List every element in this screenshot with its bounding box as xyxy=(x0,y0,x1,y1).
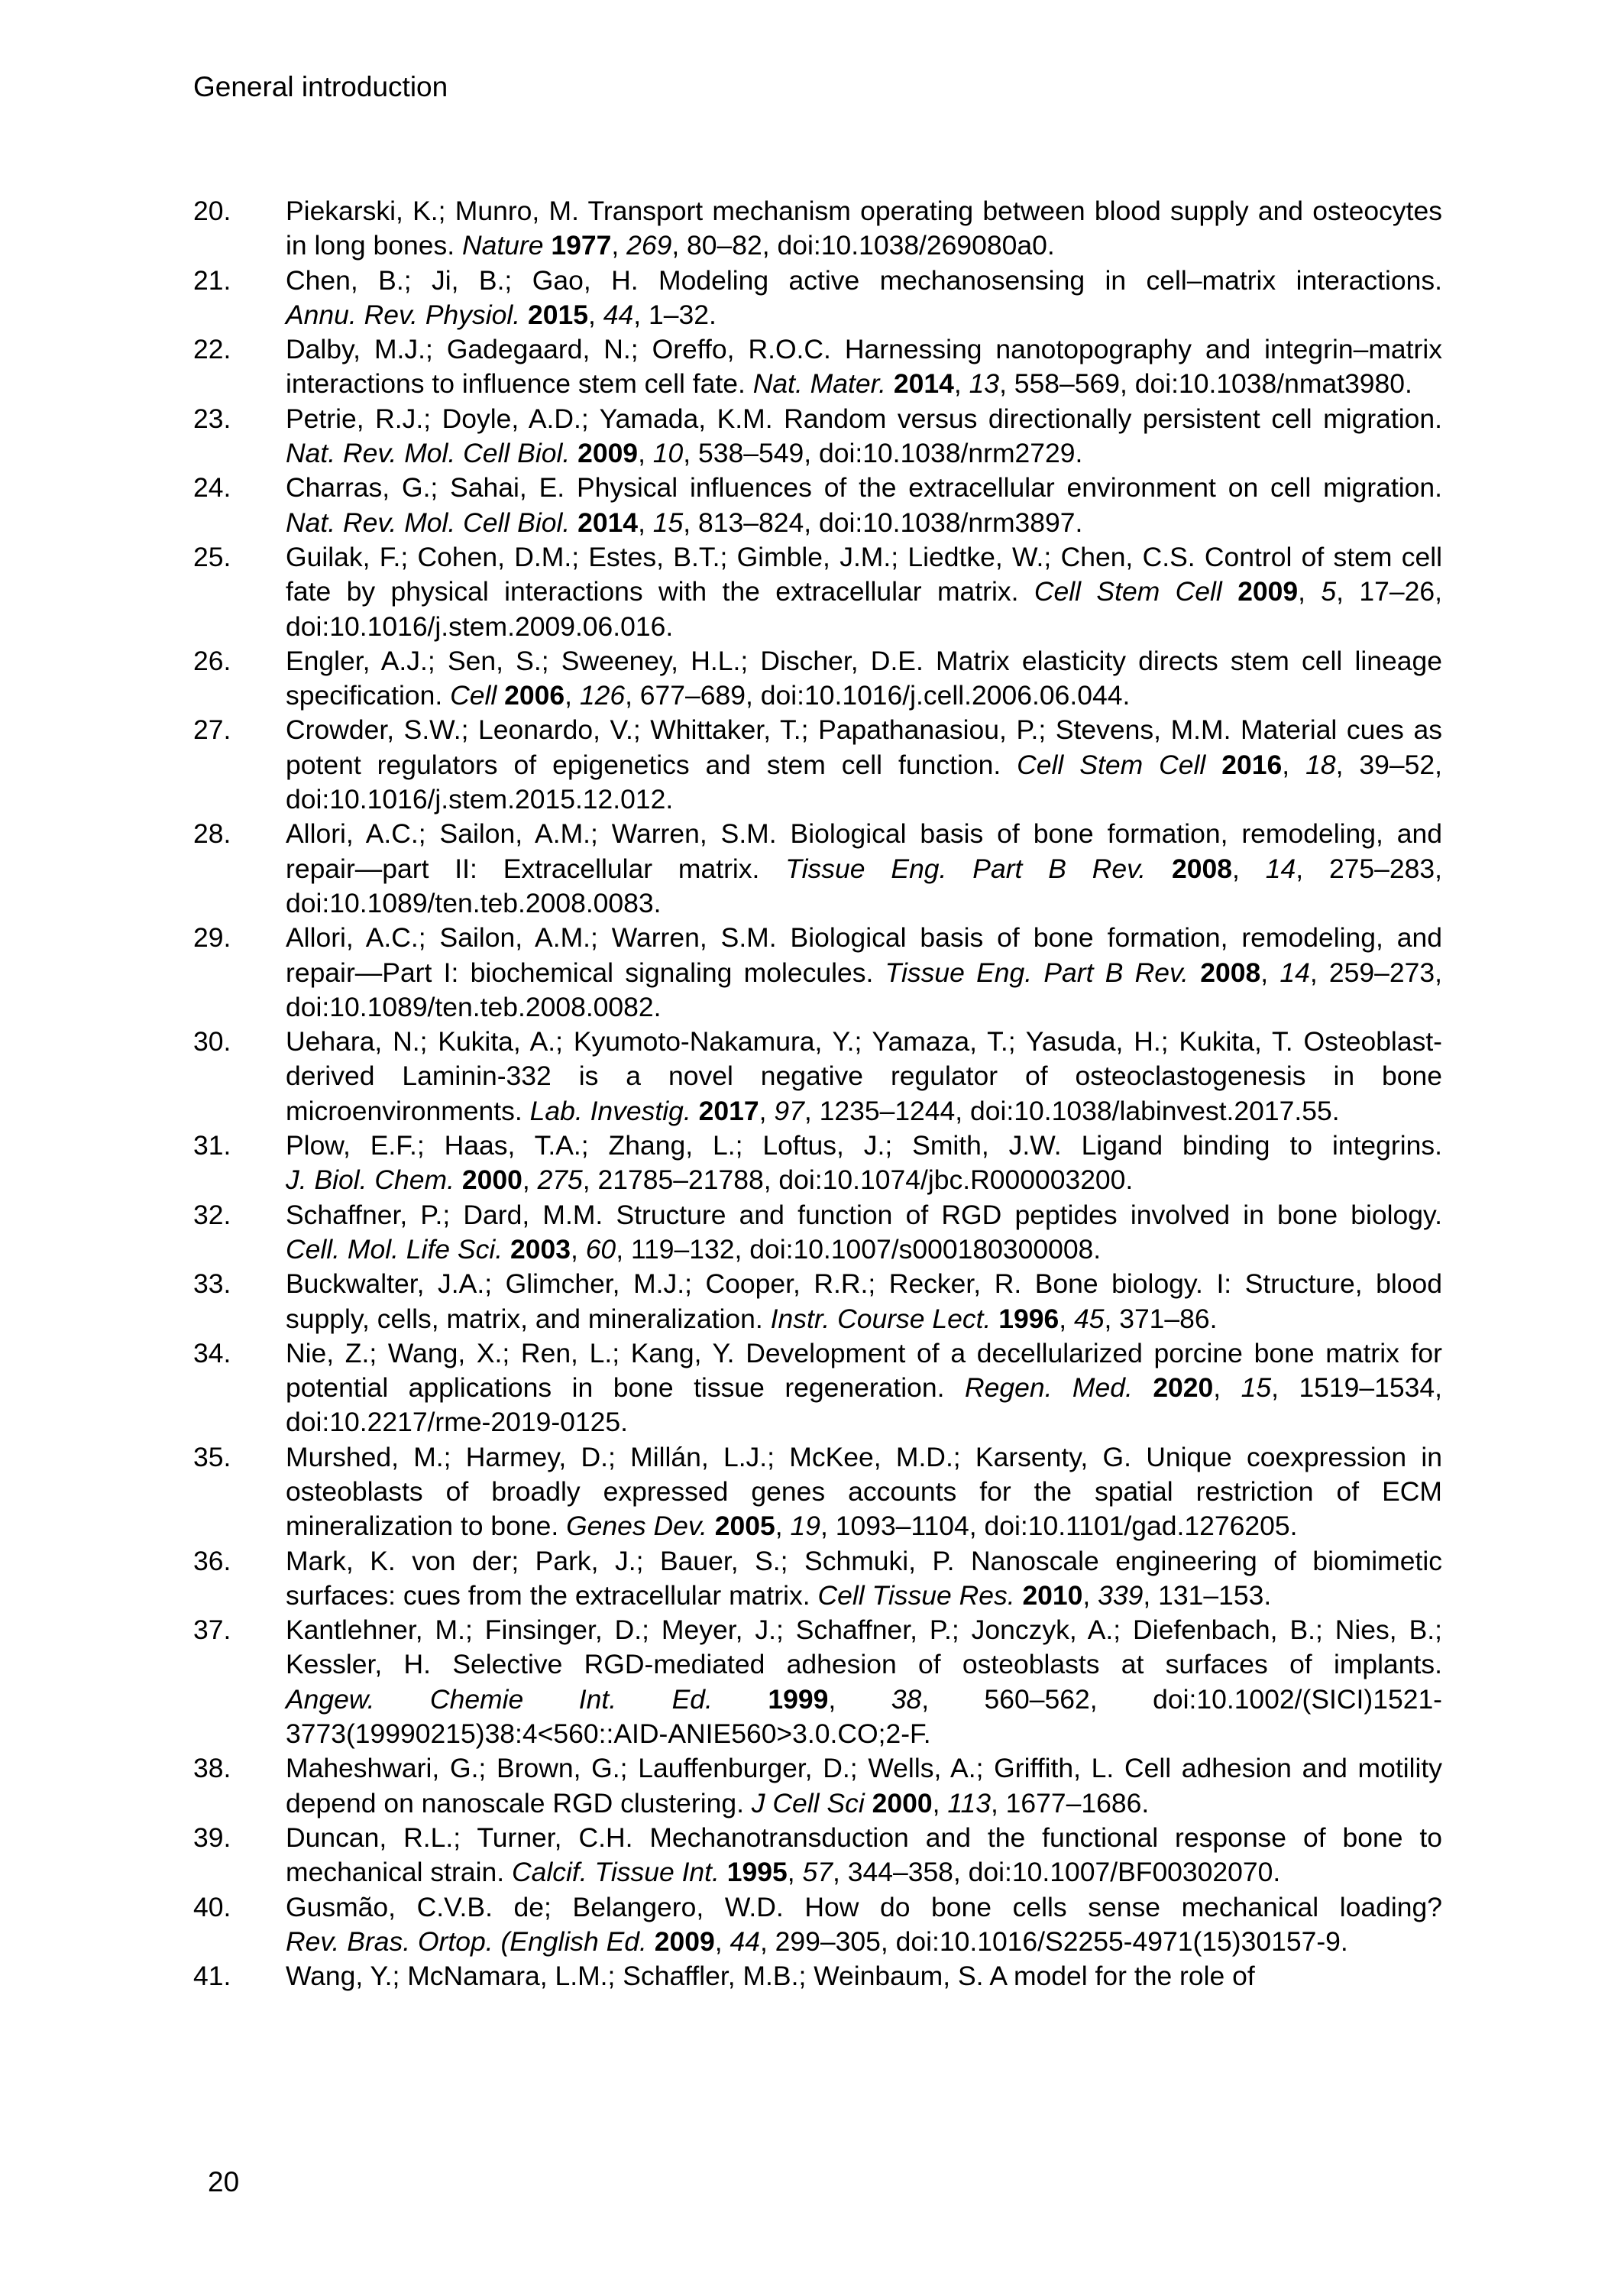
journal-or-volume: 275 xyxy=(537,1164,583,1196)
reference-text: , xyxy=(932,1787,948,1819)
reference-text: , 344–358, doi:10.1007/BF00302070. xyxy=(833,1857,1281,1888)
reference-item xyxy=(193,644,1442,714)
publication-year: 2009 xyxy=(654,1925,715,1957)
reference-text: , 259–273, doi:10.1089/ten.teb.2008.0082. xyxy=(286,957,1443,1022)
reference-text xyxy=(691,1096,699,1126)
journal-or-volume: Angew. Chemie Int. Ed. xyxy=(286,1683,713,1715)
reference-text: Charras, G.; Sahai, E. Physical influences of the extracellular environment on cell migration. xyxy=(286,472,1442,504)
reference-text xyxy=(520,300,528,330)
reference-number: 37. xyxy=(193,1614,231,1646)
reference-text: , xyxy=(588,299,603,330)
journal-or-volume: Cell Stem Cell xyxy=(1017,749,1206,780)
publication-year: 2000 xyxy=(461,1164,522,1196)
reference-item xyxy=(193,471,1442,540)
reference-text xyxy=(720,1857,727,1887)
reference-text: , 371–86. xyxy=(1104,1303,1218,1334)
reference-text: , xyxy=(565,680,580,711)
journal-or-volume: 14 xyxy=(1265,853,1296,884)
running-header: General introduction xyxy=(193,71,448,102)
reference-text: Uehara, N.; Kukita, A.; Kyumoto-Nakamura, Y.; Yamaza, T.; Yasuda, H.; Kukita, T. Osteoblast-derived Laminin-332 is a novel negative regulator of osteoclastogenesis in bone microenvironments. xyxy=(286,1026,1442,1126)
reference-number: 41. xyxy=(193,1961,231,1992)
reference-number: 32. xyxy=(193,1199,231,1230)
reference-text: , xyxy=(522,1164,538,1196)
journal-or-volume: 14 xyxy=(1279,957,1310,988)
journal-or-volume: 126 xyxy=(579,680,626,711)
reference-text xyxy=(713,1684,768,1715)
reference-text: , 1093–1104, doi:10.1101/gad.1276205. xyxy=(820,1511,1298,1542)
reference-item xyxy=(193,1544,1442,1614)
reference-text: , 299–305, doi:10.1016/S2255-4971(15)30157-9. xyxy=(759,1925,1348,1957)
reference-text: , xyxy=(1298,576,1322,607)
reference-text xyxy=(1205,750,1221,780)
publication-year: 2014 xyxy=(893,368,954,400)
journal-or-volume: 269 xyxy=(626,230,672,261)
reference-text: Maheshwari, G.; Brown, G.; Lauffenburger, D.; Wells, A.; Griffith, L. Cell adhesion and motility depend on nanoscale RGD clustering. xyxy=(286,1753,1442,1819)
reference-text: , 558–569, doi:10.1038/nmat3980. xyxy=(999,368,1412,400)
reference-item xyxy=(193,921,1442,1025)
reference-number: 25. xyxy=(193,541,231,572)
reference-text: , xyxy=(775,1511,791,1542)
reference-number: 24. xyxy=(193,472,231,504)
journal-or-volume: Lab. Investig. xyxy=(529,1095,691,1126)
journal-or-volume: Instr. Course Lect. xyxy=(770,1303,992,1334)
publication-year: 2020 xyxy=(1153,1372,1214,1404)
reference-text: Plow, E.F.; Haas, T.A.; Zhang, L.; Loftus, J.; Smith, J.W. Ligand binding to integrins. xyxy=(286,1130,1442,1161)
reference-item xyxy=(193,817,1442,921)
journal-or-volume: Cell Stem Cell xyxy=(1034,576,1222,607)
publication-year: 2017 xyxy=(698,1095,759,1126)
reference-text: Crowder, S.W.; Leonardo, V.; Whittaker, T.; Papathanasiou, P.; Stevens, M.M. Material cues as potent regulators of epigenetics and stem cell function. xyxy=(286,714,1442,780)
reference-text: , 1677–1686. xyxy=(990,1787,1150,1819)
reference-text: , xyxy=(638,507,653,538)
reference-text: Wang, Y.; McNamara, L.M.; Schaffler, M.B.; Weinbaum, S. A model for the role of xyxy=(286,1961,1255,1992)
reference-number: 40. xyxy=(193,1891,231,1922)
journal-or-volume: Calcif. Tissue Int. xyxy=(511,1857,720,1888)
journal-or-volume: 15 xyxy=(652,507,684,538)
reference-number: 28. xyxy=(193,818,231,850)
reference-text xyxy=(647,1926,655,1957)
reference-number: 20. xyxy=(193,196,231,226)
publication-year: 2010 xyxy=(1022,1579,1083,1611)
reference-number: 30. xyxy=(193,1026,231,1057)
reference-text: Guilak, F.; Cohen, D.M.; Estes, B.T.; Gimble, J.M.; Liedtke, W.; Chen, C.S. Control of stem cell fate by physical interactions with the extracellular matrix. xyxy=(286,541,1442,607)
reference-text: , xyxy=(787,1857,803,1888)
reference-number: 39. xyxy=(193,1822,231,1853)
reference-text xyxy=(886,368,894,399)
reference-item xyxy=(193,402,1442,471)
journal-or-volume: 19 xyxy=(790,1511,820,1542)
journal-or-volume: Nat. Rev. Mol. Cell Biol. xyxy=(286,438,571,469)
reference-text xyxy=(1146,853,1172,884)
reference-text: Allori, A.C.; Sailon, A.M.; Warren, S.M. Biological basis of bone formation, remodeling, and repair—part II: Extracellular matrix. xyxy=(286,818,1442,884)
reference-number: 36. xyxy=(193,1545,231,1576)
publication-year: 1999 xyxy=(768,1683,829,1715)
reference-item xyxy=(193,1959,1442,1993)
reference-item xyxy=(193,1613,1442,1751)
reference-text xyxy=(497,680,504,711)
reference-number: 27. xyxy=(193,714,231,746)
reference-item xyxy=(193,1336,1442,1440)
reference-text xyxy=(570,438,577,468)
reference-text: , xyxy=(611,230,627,261)
reference-text: , 1235–1244, doi:10.1038/labinvest.2017.55. xyxy=(804,1095,1340,1126)
reference-text xyxy=(865,1788,872,1819)
reference-text: , 39–52, doi:10.1016/j.stem.2015.12.012. xyxy=(286,749,1442,815)
reference-text: , 1–32. xyxy=(633,299,717,330)
publication-year: 1977 xyxy=(551,230,612,261)
journal-or-volume: 44 xyxy=(603,299,634,330)
journal-or-volume: Tissue Eng. Part B Rev. xyxy=(785,853,1147,884)
reference-text: Chen, B.; Ji, B.; Gao, H. Modeling active mechanosensing in cell–matrix interactions. xyxy=(286,264,1442,296)
reference-item xyxy=(193,1198,1442,1268)
publication-year: 2006 xyxy=(504,680,565,711)
journal-or-volume: Cell Tissue Res. xyxy=(817,1579,1015,1611)
journal-or-volume: 44 xyxy=(730,1925,760,1957)
reference-text: , 538–549, doi:10.1038/nrm2729. xyxy=(683,438,1083,469)
journal-or-volume: Nat. Rev. Mol. Cell Biol. xyxy=(286,507,571,538)
reference-text: , xyxy=(953,368,969,400)
reference-item xyxy=(193,540,1442,644)
reference-text: Duncan, R.L.; Turner, C.H. Mechanotransduction and the functional response of bone to mechanical strain. xyxy=(286,1822,1442,1888)
reference-text xyxy=(1189,957,1200,988)
reference-number: 35. xyxy=(193,1441,231,1472)
reference-text: , 119–132, doi:10.1007/s000180300008. xyxy=(616,1233,1102,1265)
reference-text: , xyxy=(714,1925,730,1957)
reference-text: Nie, Z.; Wang, X.; Ren, L.; Kang, Y. Development of a decellularized porcine bone matrix for potential applications in bone tissue regeneration. xyxy=(286,1337,1442,1404)
reference-item xyxy=(193,1025,1442,1129)
reference-text xyxy=(503,1234,510,1265)
reference-number: 38. xyxy=(193,1753,231,1784)
reference-text xyxy=(707,1511,715,1541)
reference-text: Mark, K. von der; Park, J.; Bauer, S.; Schmuki, P. Nanoscale engineering of biomimetic surfaces: cues from the extracellular matrix. xyxy=(286,1545,1442,1611)
reference-number: 31. xyxy=(193,1130,231,1161)
journal-or-volume: 18 xyxy=(1305,749,1336,780)
journal-or-volume: 13 xyxy=(969,368,1000,400)
publication-year: 1995 xyxy=(726,1857,788,1888)
reference-item xyxy=(193,1821,1442,1890)
reference-text xyxy=(1222,576,1237,607)
journal-or-volume: 5 xyxy=(1321,576,1337,607)
journal-or-volume: 10 xyxy=(652,438,684,469)
journal-or-volume: J Cell Sci xyxy=(751,1787,865,1819)
reference-number: 33. xyxy=(193,1268,231,1300)
reference-text: , 677–689, doi:10.1016/j.cell.2006.06.044. xyxy=(625,680,1131,711)
reference-text: , xyxy=(1213,1372,1241,1404)
journal-or-volume: 57 xyxy=(802,1857,833,1888)
journal-or-volume: 113 xyxy=(947,1787,991,1819)
publication-year: 2000 xyxy=(872,1787,933,1819)
reference-item xyxy=(193,332,1442,402)
publication-year: 2003 xyxy=(510,1233,571,1265)
reference-item xyxy=(193,1751,1442,1821)
journal-or-volume: Tissue Eng. Part B Rev. xyxy=(885,957,1189,988)
reference-number: 22. xyxy=(193,334,231,365)
reference-list xyxy=(193,194,1442,1993)
reference-text: , xyxy=(1082,1579,1098,1611)
reference-item xyxy=(193,194,1442,264)
reference-text: , xyxy=(759,1095,775,1126)
reference-item xyxy=(193,1890,1442,1960)
journal-or-volume: Annu. Rev. Physiol. xyxy=(286,299,521,330)
journal-or-volume: J. Biol. Chem. xyxy=(286,1164,455,1196)
reference-text: Buckwalter, J.A.; Glimcher, M.J.; Cooper, R.R.; Recker, R. Bone biology. I: Structure, blood supply, cells, matrix, and mineralization. xyxy=(286,1268,1442,1334)
publication-year: 2009 xyxy=(577,438,639,469)
reference-number: 34. xyxy=(193,1337,231,1368)
journal-or-volume: Nat. Mater. xyxy=(752,368,886,400)
reference-number: 26. xyxy=(193,645,231,676)
publication-year: 2008 xyxy=(1200,957,1261,988)
reference-text: Piekarski, K.; Munro, M. Transport mechanism operating between blood supply and osteocytes in long bones. xyxy=(286,196,1442,261)
reference-text: , xyxy=(1059,1303,1074,1334)
reference-text: , 131–153. xyxy=(1143,1579,1272,1611)
reference-text: , xyxy=(1282,749,1306,780)
reference-number: 21. xyxy=(193,264,231,296)
reference-text: Dalby, M.J.; Gadegaard, N.; Oreffo, R.O.C. Harnessing nanotopography and integrin–matrix interactions to influence stem cell fate. xyxy=(286,334,1442,400)
reference-text: , xyxy=(638,438,653,469)
reference-item xyxy=(193,713,1442,817)
journal-or-volume: Cell xyxy=(450,680,497,711)
reference-text xyxy=(570,507,577,538)
reference-text: , 1519–1534, doi:10.2217/rme-2019-0125. xyxy=(286,1372,1442,1438)
reference-text: , xyxy=(828,1683,891,1715)
reference-text: , 21785–21788, doi:10.1074/jbc.R000003200. xyxy=(582,1164,1134,1196)
reference-number: 29. xyxy=(193,922,231,954)
reference-text: Kantlehner, M.; Finsinger, D.; Meyer, J.; Schaffner, P.; Jonczyk, A.; Diefenbach, B.; Nies, B.; Kessler, H. Selective RGD-mediated adhesion of osteoblasts at surfaces of implants. xyxy=(286,1614,1442,1680)
reference-text: , xyxy=(1231,853,1266,884)
publication-year: 2009 xyxy=(1237,576,1299,607)
publication-year: 2008 xyxy=(1172,853,1232,884)
journal-or-volume: Nature xyxy=(461,230,544,261)
reference-text: , 17–26, doi:10.1016/j.stem.2009.06.016. xyxy=(286,576,1442,642)
reference-item xyxy=(193,1129,1442,1198)
reference-text: Engler, A.J.; Sen, S.; Sweeney, H.L.; Discher, D.E. Matrix elasticity directs stem cell lineage specification. xyxy=(286,645,1442,711)
reference-text: , xyxy=(1260,957,1280,988)
reference-text: Gusmão, C.V.B. de; Belangero, W.D. How do bone cells sense mechanical loading? xyxy=(286,1891,1442,1922)
reference-item xyxy=(193,1267,1442,1336)
journal-or-volume: Regen. Med. xyxy=(964,1372,1133,1404)
reference-text: Petrie, R.J.; Doyle, A.D.; Yamada, K.M. Random versus directionally persistent cell migration. xyxy=(286,403,1442,434)
reference-text xyxy=(455,1164,462,1195)
publication-year: 1996 xyxy=(998,1303,1059,1334)
reference-text: , 560–562, doi:10.1002/(SICI)1521-3773(19990215)38:4<560::AID-ANIE560>3.0.CO;2-F. xyxy=(286,1683,1443,1750)
reference-text xyxy=(1133,1372,1153,1403)
reference-item xyxy=(193,1440,1442,1544)
reference-text: Schaffner, P.; Dard, M.M. Structure and function of RGD peptides involved in bone biology. xyxy=(286,1199,1442,1230)
publication-year: 2016 xyxy=(1221,749,1283,780)
reference-text: Murshed, M.; Harmey, D.; Millán, L.J.; McKee, M.D.; Karsenty, G. Unique coexpression in osteoblasts of broadly expressed genes accounts for the spatial restriction of ECM mineralization to bone. xyxy=(286,1441,1442,1542)
journal-or-volume: 97 xyxy=(774,1095,804,1126)
journal-or-volume: Genes Dev. xyxy=(566,1511,707,1542)
reference-number: 23. xyxy=(193,403,231,434)
journal-or-volume: 45 xyxy=(1073,1303,1105,1334)
reference-text: , xyxy=(570,1233,586,1265)
journal-or-volume: Cell. Mol. Life Sci. xyxy=(286,1233,503,1265)
journal-or-volume: Rev. Bras. Ortop. (English Ed. xyxy=(286,1925,647,1957)
publication-year: 2014 xyxy=(577,507,639,538)
page-number: 20 xyxy=(208,2166,240,2197)
reference-text xyxy=(991,1304,998,1334)
publication-year: 2015 xyxy=(528,299,589,330)
reference-text xyxy=(1015,1580,1023,1611)
reference-text: , 813–824, doi:10.1038/nrm3897. xyxy=(683,507,1083,538)
reference-item xyxy=(193,264,1442,333)
journal-or-volume: 15 xyxy=(1241,1372,1272,1404)
reference-text: , 80–82, doi:10.1038/269080a0. xyxy=(671,230,1055,261)
reference-text: , 275–283, doi:10.1089/ten.teb.2008.0083. xyxy=(286,853,1443,918)
reference-text xyxy=(544,230,552,261)
reference-text: Allori, A.C.; Sailon, A.M.; Warren, S.M. Biological basis of bone formation, remodeling, and repair—Part I: biochemical signaling molecules. xyxy=(286,922,1442,988)
publication-year: 2005 xyxy=(714,1511,775,1542)
journal-or-volume: 38 xyxy=(891,1683,922,1715)
journal-or-volume: 339 xyxy=(1098,1579,1144,1611)
journal-or-volume: 60 xyxy=(585,1233,616,1265)
